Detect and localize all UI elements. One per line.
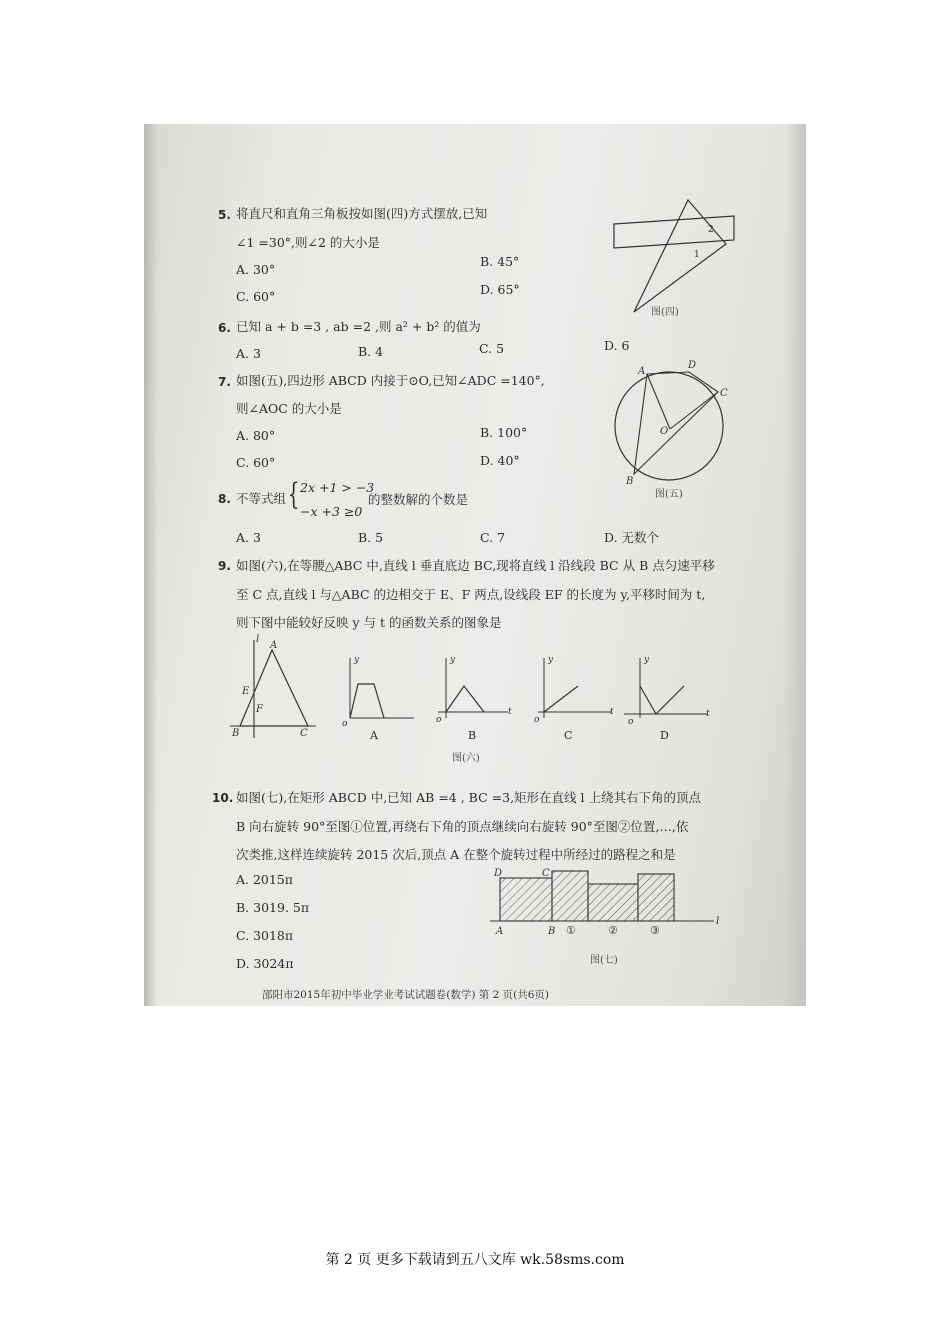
q8-inequality-2: −x +3 ≥0 [300,504,363,519]
q10-option-a: A. 2015π [236,872,294,887]
fig5-point-o: O [660,426,669,437]
fig6-graph-label-a: A [370,729,378,742]
q9-stem-line2: 至 C 点,直线 l 与△ABC 的边相交于 E、F 两点,设线段 EF 的长度为 y,平移时间为 t, [236,587,706,602]
fig6b-axis-o: o [436,715,442,725]
fig6-graph-c [534,656,614,726]
q5-number: 5. [218,208,231,222]
fig6b-axis-t: t [508,707,512,717]
q5-stem-line1: 将直尺和直角三角板按如图(四)方式摆放,已知 [236,206,488,221]
q7-stem-line1: 如图(五),四边形 ABCD 内接于⊙O,已知∠ADC =140°, [236,373,545,388]
fig6c-axis-y: y [548,655,554,665]
q8-option-b: B. 5 [358,530,384,545]
fig6-graph-a [340,655,414,729]
q5-option-c: C. 60° [236,289,276,304]
q7-option-c: C. 60° [236,455,276,470]
q10-stem-line1: 如图(七),在矩形 ABCD 中,已知 AB =4 , BC =3,矩形在直线 l 上绕其右下角的顶点 [236,790,701,805]
q8-option-d: D. 无数个 [604,530,660,545]
fig4-angle1-label: 1 [694,250,700,260]
fig6-graph-label-d: D [660,729,669,742]
fig7-position-3: ③ [650,924,660,937]
fig4-caption: 图(四) [651,307,679,318]
fig5-caption: 图(五) [655,489,683,500]
q9-stem-line1: 如图(六),在等腰△ABC 中,直线 l 垂直底边 BC,现将直线 l 沿线段 BC 从 B 点匀速平移 [236,558,715,573]
q10-option-d: D. 3024π [236,956,294,971]
q10-number: 10. [212,791,234,805]
fig6-point-e: E [242,686,250,697]
fig5-point-a: A [638,366,646,377]
fig5-point-d: D [688,360,697,371]
q9-number: 9. [218,559,231,573]
fig7-line-l: l [716,916,720,927]
q7-stem-line2: 则∠AOC 的大小是 [236,401,342,416]
fig6d-axis-y: y [644,655,650,665]
q7-number: 7. [218,375,231,389]
fig6a-axis-o: o [342,719,348,729]
q6-number: 6. [218,321,231,335]
figure-4-ruler-triangle [604,194,734,324]
q6-option-c: C. 5 [479,341,505,356]
q6-stem: 已知 a + b =3 , ab =2 ,则 a² + b² 的值为 [236,319,481,334]
fig5-point-b: B [626,476,634,487]
fig7-point-b: B [548,926,556,937]
q10-stem-line3: 次类推,这样连续旋转 2015 次后,顶点 A 在整个旋转过程中所经过的路程之和是 [236,847,676,862]
fig7-position-2: ② [608,924,618,937]
figure-7-rotating-rectangle [490,868,726,944]
q5-stem-line2: ∠1 =30°,则∠2 的大小是 [236,235,380,250]
q5-option-d: D. 65° [480,282,520,297]
fig6-graph-d [622,656,712,726]
fig7-position-1: ① [566,924,576,937]
q8-option-c: C. 7 [480,530,506,545]
fig7-caption: 图(七) [590,955,618,966]
q6-option-d: D. 6 [604,338,630,353]
fig6-point-c: C [300,728,308,739]
q8-prefix: 不等式组 [236,491,287,506]
figure-6-triangle [230,634,320,739]
q8-option-a: A. 3 [236,530,261,545]
q9-stem-line3: 则下图中能较好反映 y 与 t 的函数关系的图象是 [236,615,502,630]
exam-page-footer: 邵阳市2015年初中毕业学业考试试题卷(数学) 第 2 页(共6页) [262,989,549,1001]
fig6c-axis-t: t [610,707,614,717]
q10-stem-line2: B 向右旋转 90°至图①位置,再绕右下角的顶点继续向右旋转 90°至图②位置,…,依 [236,819,689,834]
q7-option-d: D. 40° [480,453,520,468]
fig7-point-d: D [494,868,503,879]
exam-page-photo [144,124,806,1006]
q5-option-a: A. 30° [236,262,276,277]
q8-brace: { [287,477,300,512]
q10-option-c: C. 3018π [236,928,294,943]
q6-option-b: B. 4 [358,344,384,359]
fig6-graph-b [428,656,512,726]
fig6-caption: 图(六) [452,753,480,764]
fig6d-axis-o: o [628,717,634,727]
fig6a-axis-y: y [354,655,360,665]
fig6-point-b: B [232,728,240,739]
q6-option-a: A. 3 [236,346,261,361]
fig6-line-l: l [256,634,260,645]
q10-option-b: B. 3019. 5π [236,900,310,915]
fig6-graph-label-b: B [468,729,477,742]
fig7-point-c: C [542,868,550,879]
q7-option-b: B. 100° [480,425,528,440]
q7-option-a: A. 80° [236,428,276,443]
fig7-point-a: A [496,926,504,937]
fig6b-axis-y: y [450,655,456,665]
figure-5-circle [614,360,734,487]
fig6c-axis-o: o [534,715,540,725]
fig5-point-c: C [720,388,728,399]
fig4-angle2-label: 2 [708,225,714,235]
q8-number: 8. [218,492,231,506]
q8-inequality-1: 2x +1 > −3 [300,480,375,495]
fig6-point-f: F [256,704,263,715]
fig6d-axis-t: t [706,709,710,719]
fig6-point-a: A [270,640,278,651]
fig6-graph-label-c: C [564,729,573,742]
q5-option-b: B. 45° [480,254,520,269]
q8-suffix: 的整数解的个数是 [368,492,469,507]
document-footer: 第 2 页 更多下载请到五八文库 wk.58sms.com [325,1252,625,1268]
